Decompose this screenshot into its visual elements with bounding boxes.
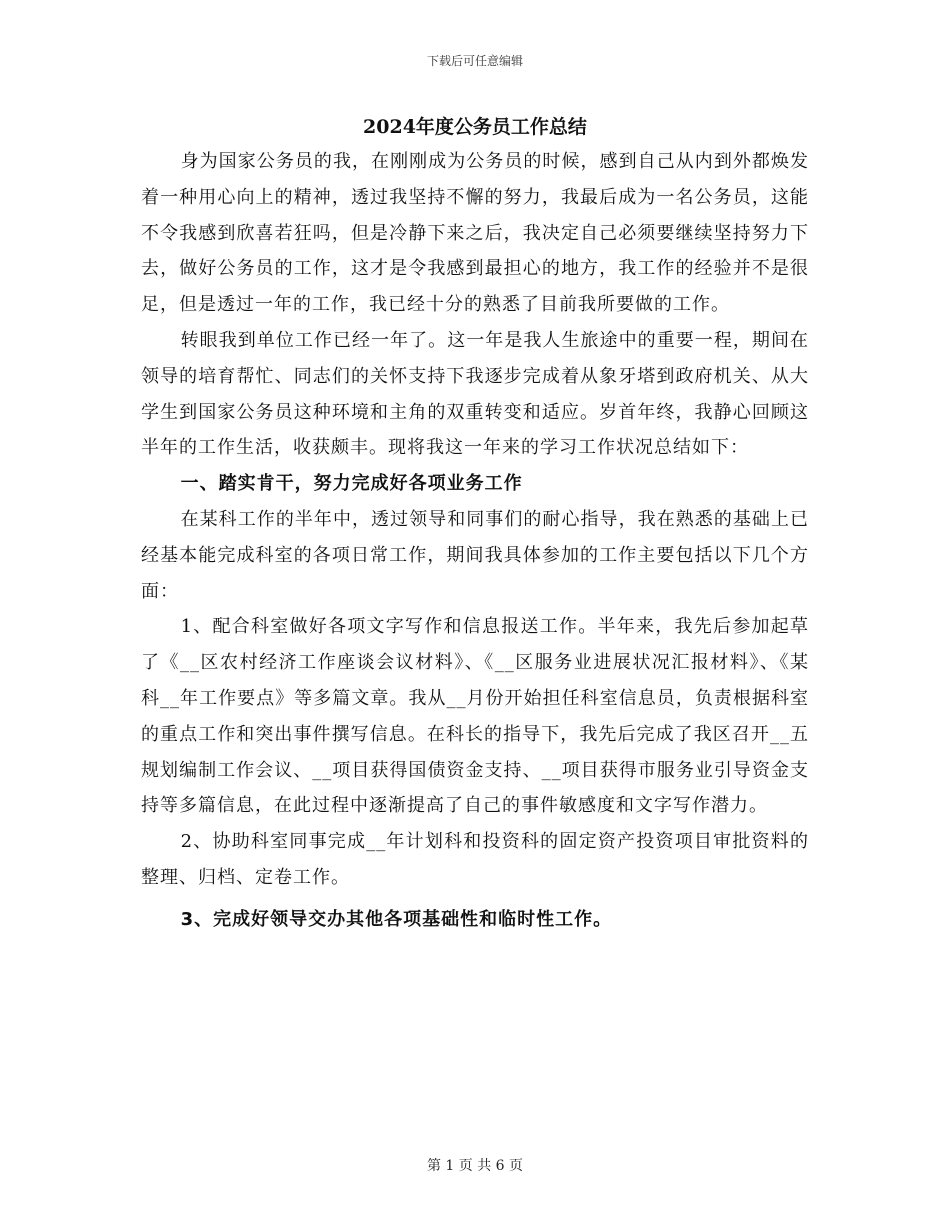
document-title: 2024年度公务员工作总结 — [363, 116, 587, 138]
paragraph-section-1-intro: 在某科工作的半年中，透过领导和同事们的耐心指导，我在熟悉的基础上已经基本能完成科室的各项日常工作，期间我具体参加的工作主要包括以下几个方面： — [141, 508, 809, 602]
paragraph-item-2: 2、协助科室同事完成__年计划科和投资科的固定资产投资项目审批资料的整理、归档、定卷工作。 — [141, 831, 809, 888]
header-note: 下载后可任意编辑 — [426, 54, 523, 68]
paragraph-intro: 身为国家公务员的我，在刚刚成为公务员的时候，感到自己从内到外都焕发着一种用心向上的精神，透过我坚持不懈的努力，我最后成为一名公务员，这能不令我感到欣喜若狂吗，但是冷静下来之后，我决定自己必须要继续坚持努力下去，做好公务员的工作，这才是令我感到最担心的地方，我工作的经验并不是很足，但是透过一年的工作，我已经十分的熟悉了目前我所要做的工作。 — [141, 151, 809, 316]
paragraph-item-1: 1、配合科室做好各项文字写作和信息报送工作。半年来，我先后参加起草了《__区农村经济工作座谈会议材料》、《__区服务业进展状况汇报材料》、《某科__年工作要点》等多篇文章。我从__月份开始担任科室信息员，负责根据科室的重点工作和突出事件撰写信息。在科长的指导下，我先后完成了我区召开__五规划编制工作会议、__项目获得国债资金支持、__项目获得市服务业引导资金支持等多篇信息，在此过程中逐渐提高了自己的事件敏感度和文字写作潜力。 — [141, 616, 809, 817]
paragraph-item-3: 3、完成好领导交办其他各项基础性和临时性工作。 — [180, 908, 613, 930]
paragraph-review: 转眼我到单位工作已经一年了。这一年是我人生旅途中的重要一程，期间在领导的培育帮忙、同志们的关怀支持下我逐步完成着从象牙塔到政府机关、从大学生到国家公务员这种环境和主角的双重转变和适应。岁首年终，我静心回顾这半年的工作生活，收获颇丰。现将我这一年来的学习工作状况总结如下： — [141, 329, 809, 459]
document-body — [141, 110, 809, 938]
section-heading-1: 一、踏实肯干，努力完成好各项业务工作 — [180, 473, 523, 495]
page-indicator: 第 1 页 共 6 页 — [426, 1158, 524, 1174]
